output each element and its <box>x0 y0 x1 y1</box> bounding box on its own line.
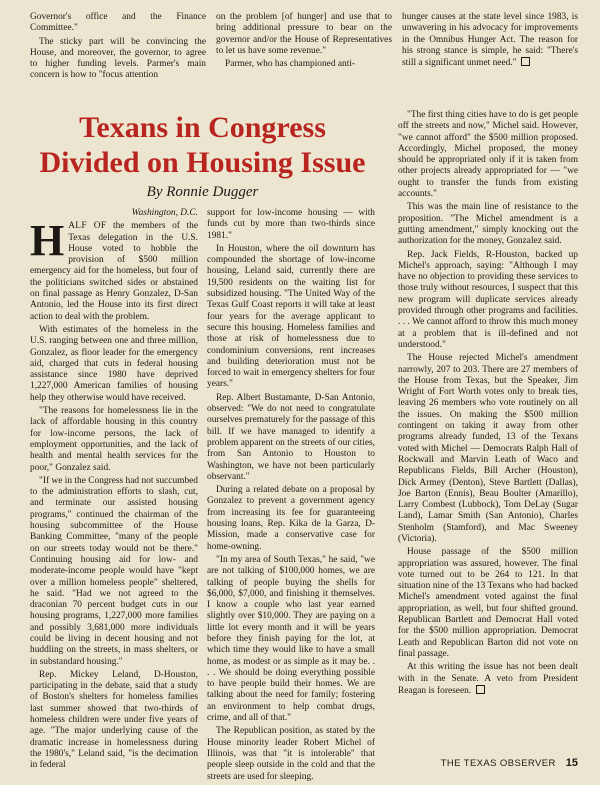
paragraph: "The first thing cities have to do is get people off the streets and now," Michel said. However, "we cannot afford" the $500 million proposed. Accordingly, Michel proposed, the money should be appropriated only if it is taken from other projects already appropriated for — "we ought to transfer the funds from existing accounts." <box>398 110 578 200</box>
paragraph: "In my area of South Texas," he said, "we are not talking of $100,000 homes, we are talking of people buying the shells for $6,000, $7,000, and finishing it themselves. I know a couple who last year earned slightly over $10,000. They are paying on a little lot every month and it will be years before they finish paying for the lot, at which time they would like to have a small home, as modest or as simple as it may be. . . . We should be doing everything possible to have people build their homes. We are talking about the need for family; fostering an environment to help combat drugs, crime, and all of that." <box>207 554 375 724</box>
end-of-article-mark <box>476 685 485 694</box>
page-number: 15 <box>565 757 578 769</box>
paragraph: Rep. Albert Bustamante, D-San Antonio, observed: "We do not need to congratulate ourselves prematurely for the passage of this bill. If we have managed to identify a problem apparent on the streets of our cities, from San Antonio to Houston to Washington, we have not been particularly observant." <box>207 392 375 482</box>
paragraph: House passage of the $500 million appropriation was assured, however. The final vote turned out to be 264 to 121. In that situation nine of the 13 Texans who had backed Michel's amendment voted against the final appropriation, as well, but four shifted ground. Republican Bartlett and Democrat Hall voted for the $500 million appropriation. Democrat Leath and Republican Barton did not vote on final passage. <box>398 547 578 659</box>
continued-column-1 <box>30 12 206 112</box>
lead-text: the members of the Texas delegation in the U.S. House voted to hobble the provision of $500 million emergency aid for the homeless, but four of the politicians switched sides or abstained on final passage as Henry Gonzalez, D-San Antonio, led the House into its first direct action to deal with the problem. <box>30 221 198 322</box>
paragraph: Governor's office and the Finance Committee." <box>30 12 206 34</box>
drop-cap: H <box>30 216 65 266</box>
paragraph: support for low-income housing — with funds cut by more than two-thirds since 1981." <box>207 208 375 241</box>
article-column-3 <box>398 110 578 748</box>
headline: Texans in Congress Divided on Housing Issue <box>39 111 366 179</box>
paragraph: With estimates of the homeless in the U.S. ranging between one and three million, Gonzalez, as floor leader for the emergency aid, charged that cuts in federal housing assistance since 1980 have deprived 1,227,000 American families of housing help they otherwise would have received. <box>30 324 198 403</box>
end-of-article-mark <box>521 57 530 66</box>
paragraph: The House rejected Michel's amendment narrowly, 207 to 203. There are 27 members of the House from Texas, but the Speaker, Jim Wright of Fort Worth votes only to break ties, leaving 26 members who vote routinely on all the issues. On making the $500 million contingent on taking it away from other programs already funded, 13 of the Texans voted with Michel — Democrats Ralph Hall of Rockwall and Marvin Leath of Waco and Republicans Fields, Bill Archer (Houston), Dick Armey (Denton), Steve Bartlett (Dallas), Joe Barton (Ennis), Beau Boulter (Amarillo), Larry Combest (Lubbock), Tom DeLay (Sugar Land), Lamar Smith (San Antonio), Charles Stenholm (Stamford), and Mac Sweeney (Victoria). <box>398 353 578 544</box>
continued-column-2 <box>216 12 392 112</box>
lead-paragraph <box>30 216 198 323</box>
paragraph: This was the main line of resistance to the proposition. "The Michel amendment is a gutting amendment," simply knocking out the authorization for the money, Gonzalez said. <box>398 202 578 247</box>
paragraph <box>402 12 578 69</box>
paragraph: The sticky part will be convincing the House, and moreover, the governor, to agree to higher funding levels. Parmer's main concern is how to "focus attention <box>30 36 206 81</box>
page-footer <box>398 756 578 770</box>
paragraph: During a related debate on a proposal by Gonzalez to prevent a government agency from increasing its fee for guaranteeing housing loans, Rep. Kika de la Garza, D-Mission, made a conservative case for home-owning. <box>207 485 375 552</box>
paragraph: on the problem [of hunger] and use that to bring additional pressure to bear on the governor and/or the House of Representatives to let us have some revenue." <box>216 12 392 56</box>
paragraph <box>398 662 578 697</box>
paragraph: The Republican position, as stated by the House minority leader Robert Michel of Illinois, was that "it is intolerable" that people sleep outside in the cold and that the streets are used for sleeping. <box>207 726 375 782</box>
paragraph: Rep. Jack Fields, R-Houston, backed up Michel's approach, saying: "Although I may have no objection to providing these services to those truly without resources, I suspect that this new program will duplicate services already provided through other programs and facilities. . . . We cannot afford to throw this much money at a problem that is ill-defined and not understood." <box>398 249 578 350</box>
continued-article <box>30 12 578 112</box>
publication-name: THE TEXAS OBSERVER <box>440 757 556 769</box>
paragraph: Rep. Mickey Leland, D-Houston, participating in the debate, said that a study of Boston's shelters for homeless families last summer showed that two-thirds of homeless children were under five years of age. "The major underlying cause of the dramatic increase in homelessness during the 1980's," Leland said, "is the decimation in federal <box>30 669 198 771</box>
paragraph: "The reasons for homelessness lie in the lack of affordable housing in this country for low-income persons, the lack of employment opportunities, and the lack of health and mental health services for the poor," Gonzalez said. <box>30 406 198 473</box>
paragraph: "If we in the Congress had not succumbed to the administration efforts to slash, cut, and terminate our assisted housing programs," continued the chairman of the housing subcommittee of the House Banking Committee, "many of the people on our streets today would not be there." Continuing housing aid for low- and moderate-income people would have "kept over a million homeless people" sheltered, he said. "Had we not agreed to the draconian 70 percent budget cuts in our housing programs, 1,227,000 more families and possibly 3,681,000 more individuals could be living in decent housing and not huddling on the streets, in mass shelters, or in substandard housing." <box>30 475 198 667</box>
lead-word: ALF OF <box>68 221 107 232</box>
byline: By Ronnie Dugger <box>146 184 259 200</box>
article-column-1 <box>30 208 198 785</box>
dateline: Washington, D.C. <box>131 208 198 218</box>
paragraph-text: At this writing the issue has not been dealt with in the Senate. A veto from President Reagan is foreseen. <box>398 662 578 696</box>
article-column-2 <box>207 208 375 785</box>
paragraph: In Houston, where the oil downturn has compounded the shortage of low-income housing, Leland said, currently there are 19,500 residents on the waiting list for subsidized housing. "The United Way of the Texas Gulf Coast reports it will take at least four years for the average applicant to secure this housing. Homeless families and those at risk of homelessness due to condominium conversions, rent increases and building deterioration must not be forced to wait in emergency shelters for four years." <box>207 243 375 390</box>
paragraph: Parmer, who has championed anti- <box>225 59 356 70</box>
article-body <box>30 208 375 782</box>
paragraph-text: hunger causes at the state level since 1983, is unwavering in his advocacy for improvements in the Omnibus Hunger Act. The reason for his strong stance is simple, he said: "There's still a significant unmet need." <box>402 12 578 69</box>
continued-column-3 <box>402 12 578 112</box>
